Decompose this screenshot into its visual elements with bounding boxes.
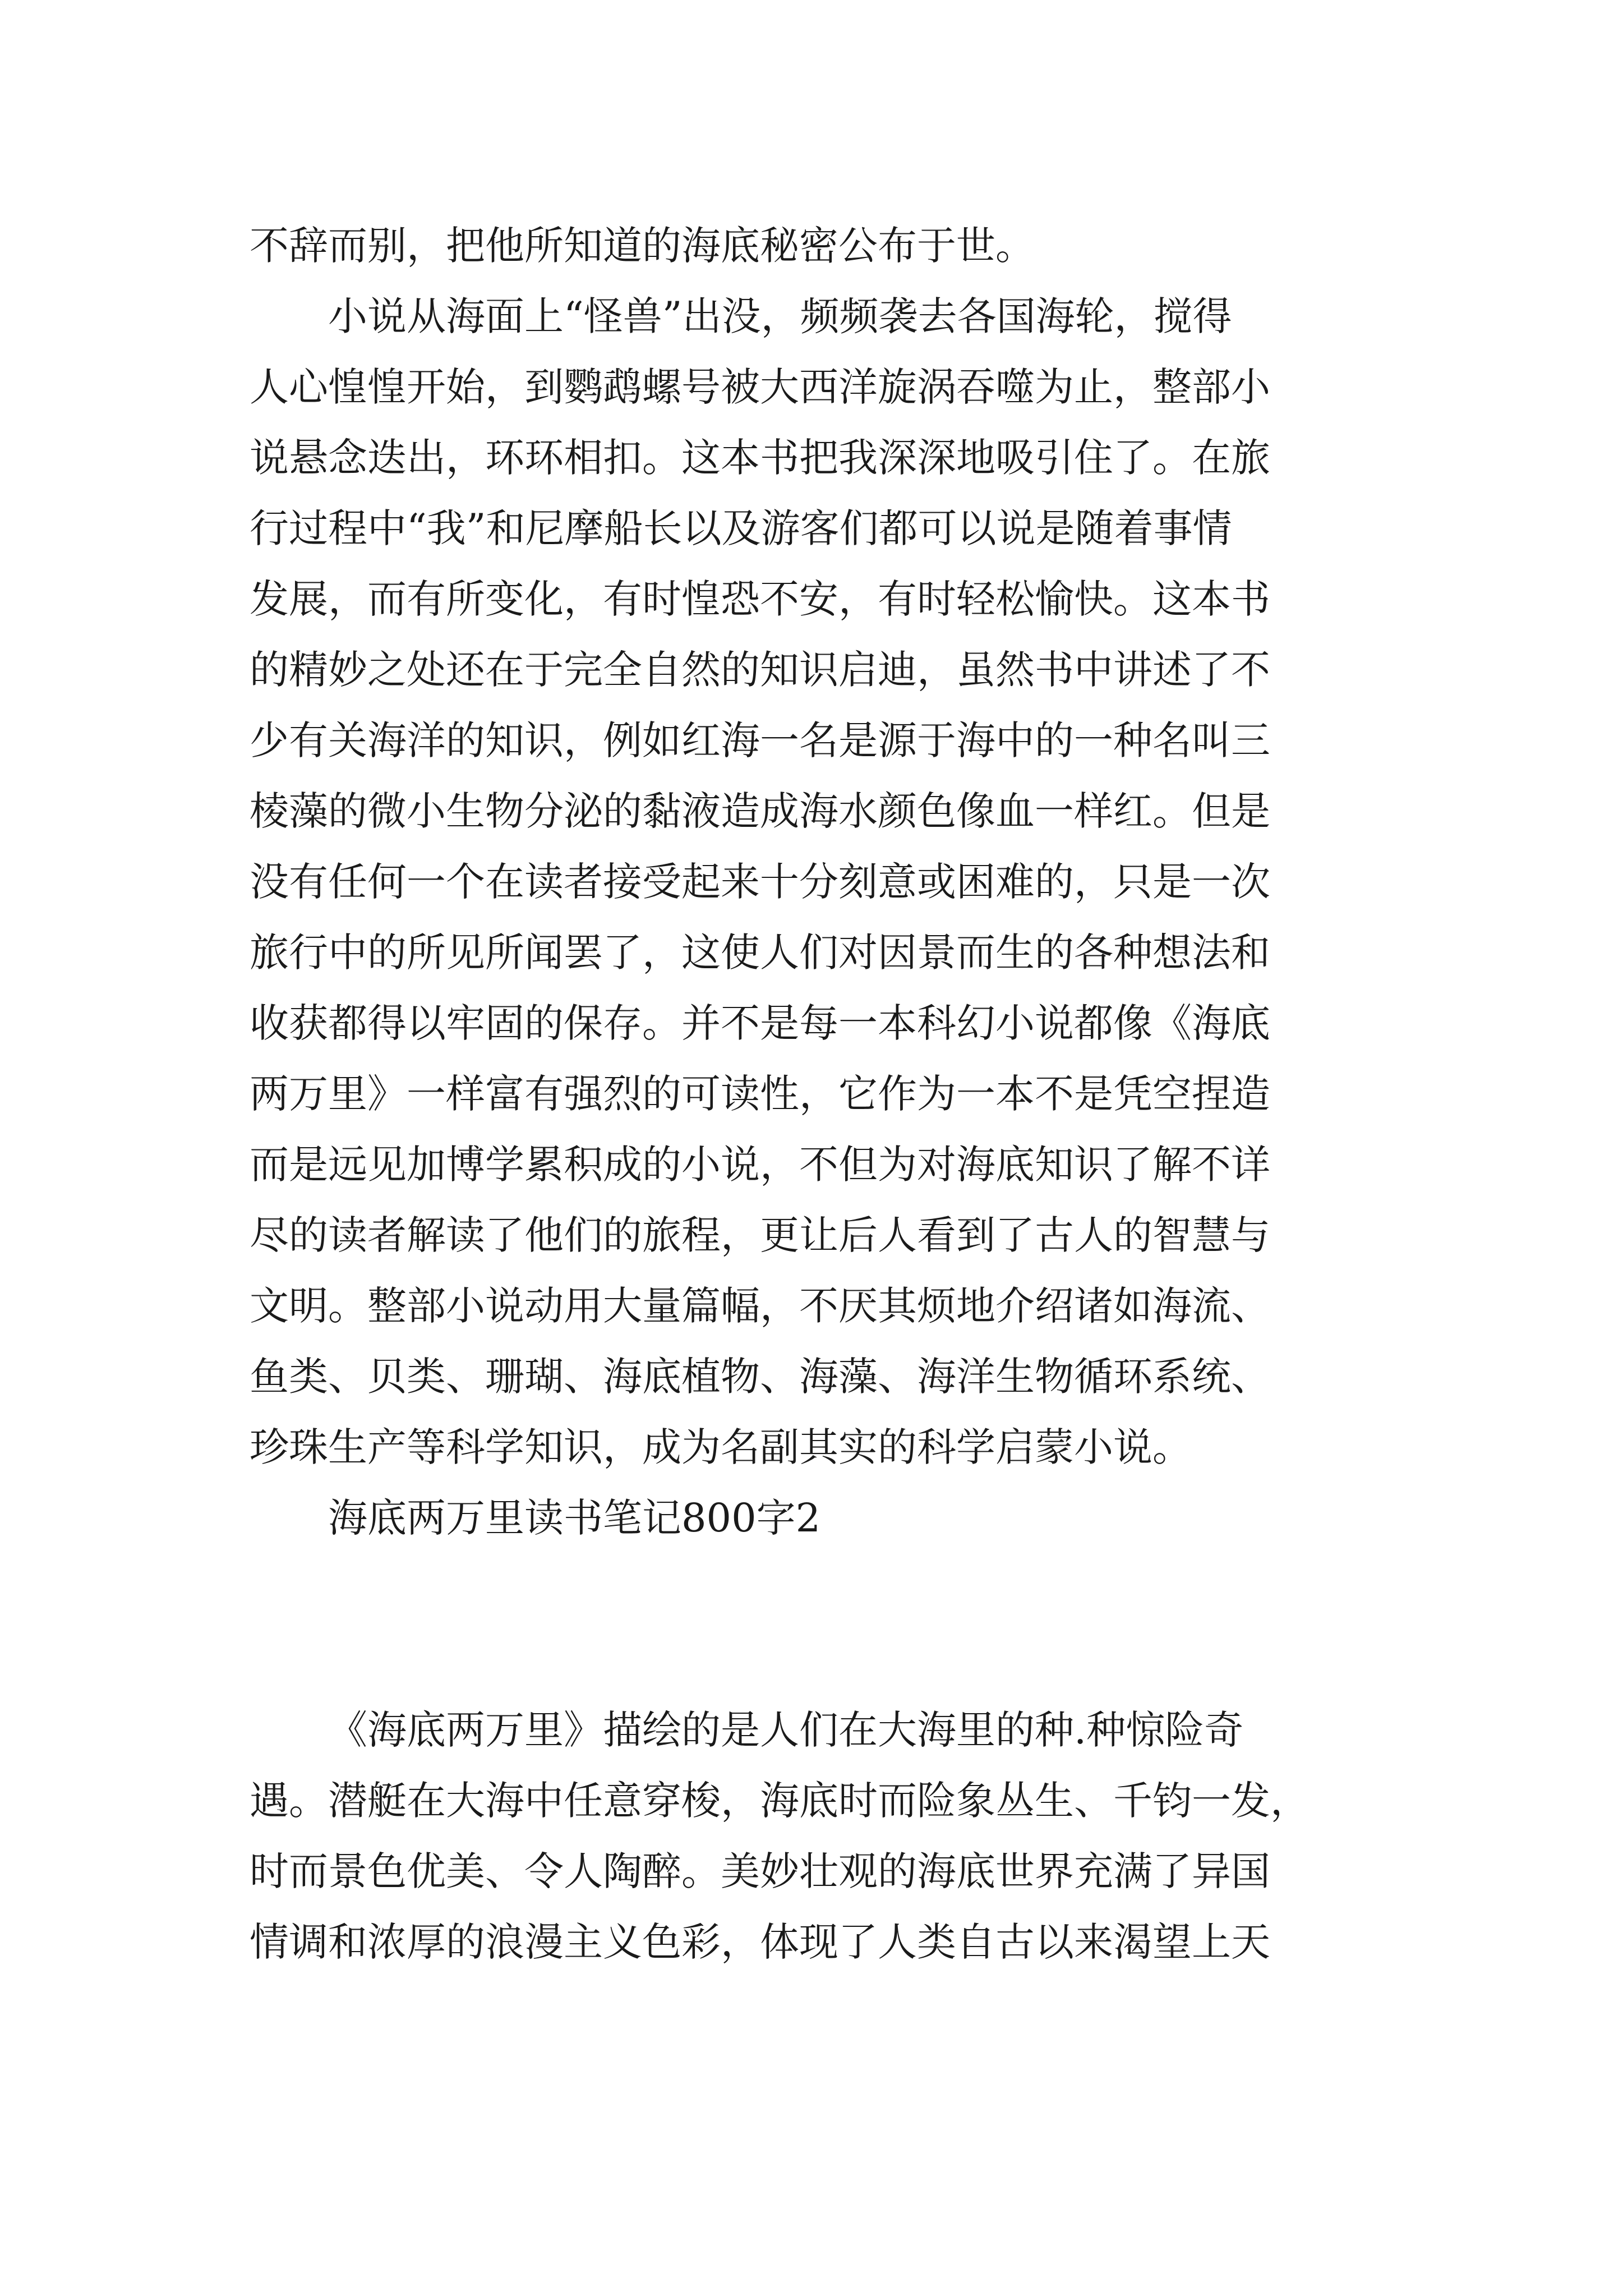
text-line: 文明。整部小说动用大量篇幅，不厌其烦地介绍诸如海流、: [250, 1283, 1270, 1329]
text-line: 棱藻的微小生物分泌的黏液造成海水颜色像血一样红。但是: [250, 788, 1270, 834]
paragraph-start-line: 小说从海面上“怪兽”出没，频频袭去各国海轮，搅得: [328, 293, 1232, 339]
text-line: 不辞而别，把他所知道的海底秘密公布于世。: [250, 223, 1035, 269]
text-line: 情调和浓厚的浪漫主义色彩，体现了人类自古以来渴望上天: [250, 1919, 1270, 1965]
document-body: [250, 210, 1433, 1977]
text-line: 少有关海洋的知识，例如红海一名是源于海中的一种名叫三: [250, 717, 1270, 763]
text-line: 旅行中的所见所闻罢了，这使人们对因景而生的各种想法和: [250, 930, 1270, 976]
text-line: 遇。潜艇在大海中任意穿梭，海底时而险象丛生、千钧一发，: [250, 1778, 1310, 1824]
text-line: 时而景色优美、令人陶醉。美妙壮观的海底世界充满了异国: [250, 1848, 1270, 1894]
text-line: 鱼类、贝类、珊瑚、海底植物、海藻、海洋生物循环系统、: [250, 1354, 1270, 1400]
text-line: 行过程中“我”和尼摩船长以及游客们都可以说是随着事情: [250, 505, 1232, 551]
text-line: 收获都得以牢固的保存。并不是每一本科幻小说都像《海底: [250, 1000, 1270, 1046]
text-line: 说悬念迭出，环环相扣。这本书把我深深地吸引住了。在旅: [250, 435, 1270, 481]
text-line: 发展，而有所变化，有时惶恐不安，有时轻松愉快。这本书: [250, 576, 1270, 622]
text-line: 的精妙之处还在于完全自然的知识启迪，虽然书中讲述了不: [250, 647, 1270, 693]
text-line: 尽的读者解读了他们的旅程，更让后人看到了古人的智慧与: [250, 1212, 1270, 1258]
text-line: 而是远见加博学累积成的小说，不但为对海底知识了解不详: [250, 1142, 1270, 1188]
paragraph-start-line: 《海底两万里》描绘的是人们在大海里的种.种惊险奇: [328, 1707, 1244, 1753]
section-heading: 海底两万里读书笔记800字2: [328, 1495, 821, 1541]
blank-gap: [250, 1553, 1433, 1695]
text-line: 人心惶惶开始，到鹦鹉螺号被大西洋旋涡吞噬为止，整部小: [250, 364, 1270, 410]
text-line: 没有任何一个在读者接受起来十分刻意或困难的，只是一次: [250, 859, 1270, 905]
text-line: 两万里》一样富有强烈的可读性，它作为一本不是凭空捏造: [250, 1071, 1270, 1117]
text-line: 珍珠生产等科学知识，成为名副其实的科学启蒙小说。: [250, 1424, 1192, 1470]
